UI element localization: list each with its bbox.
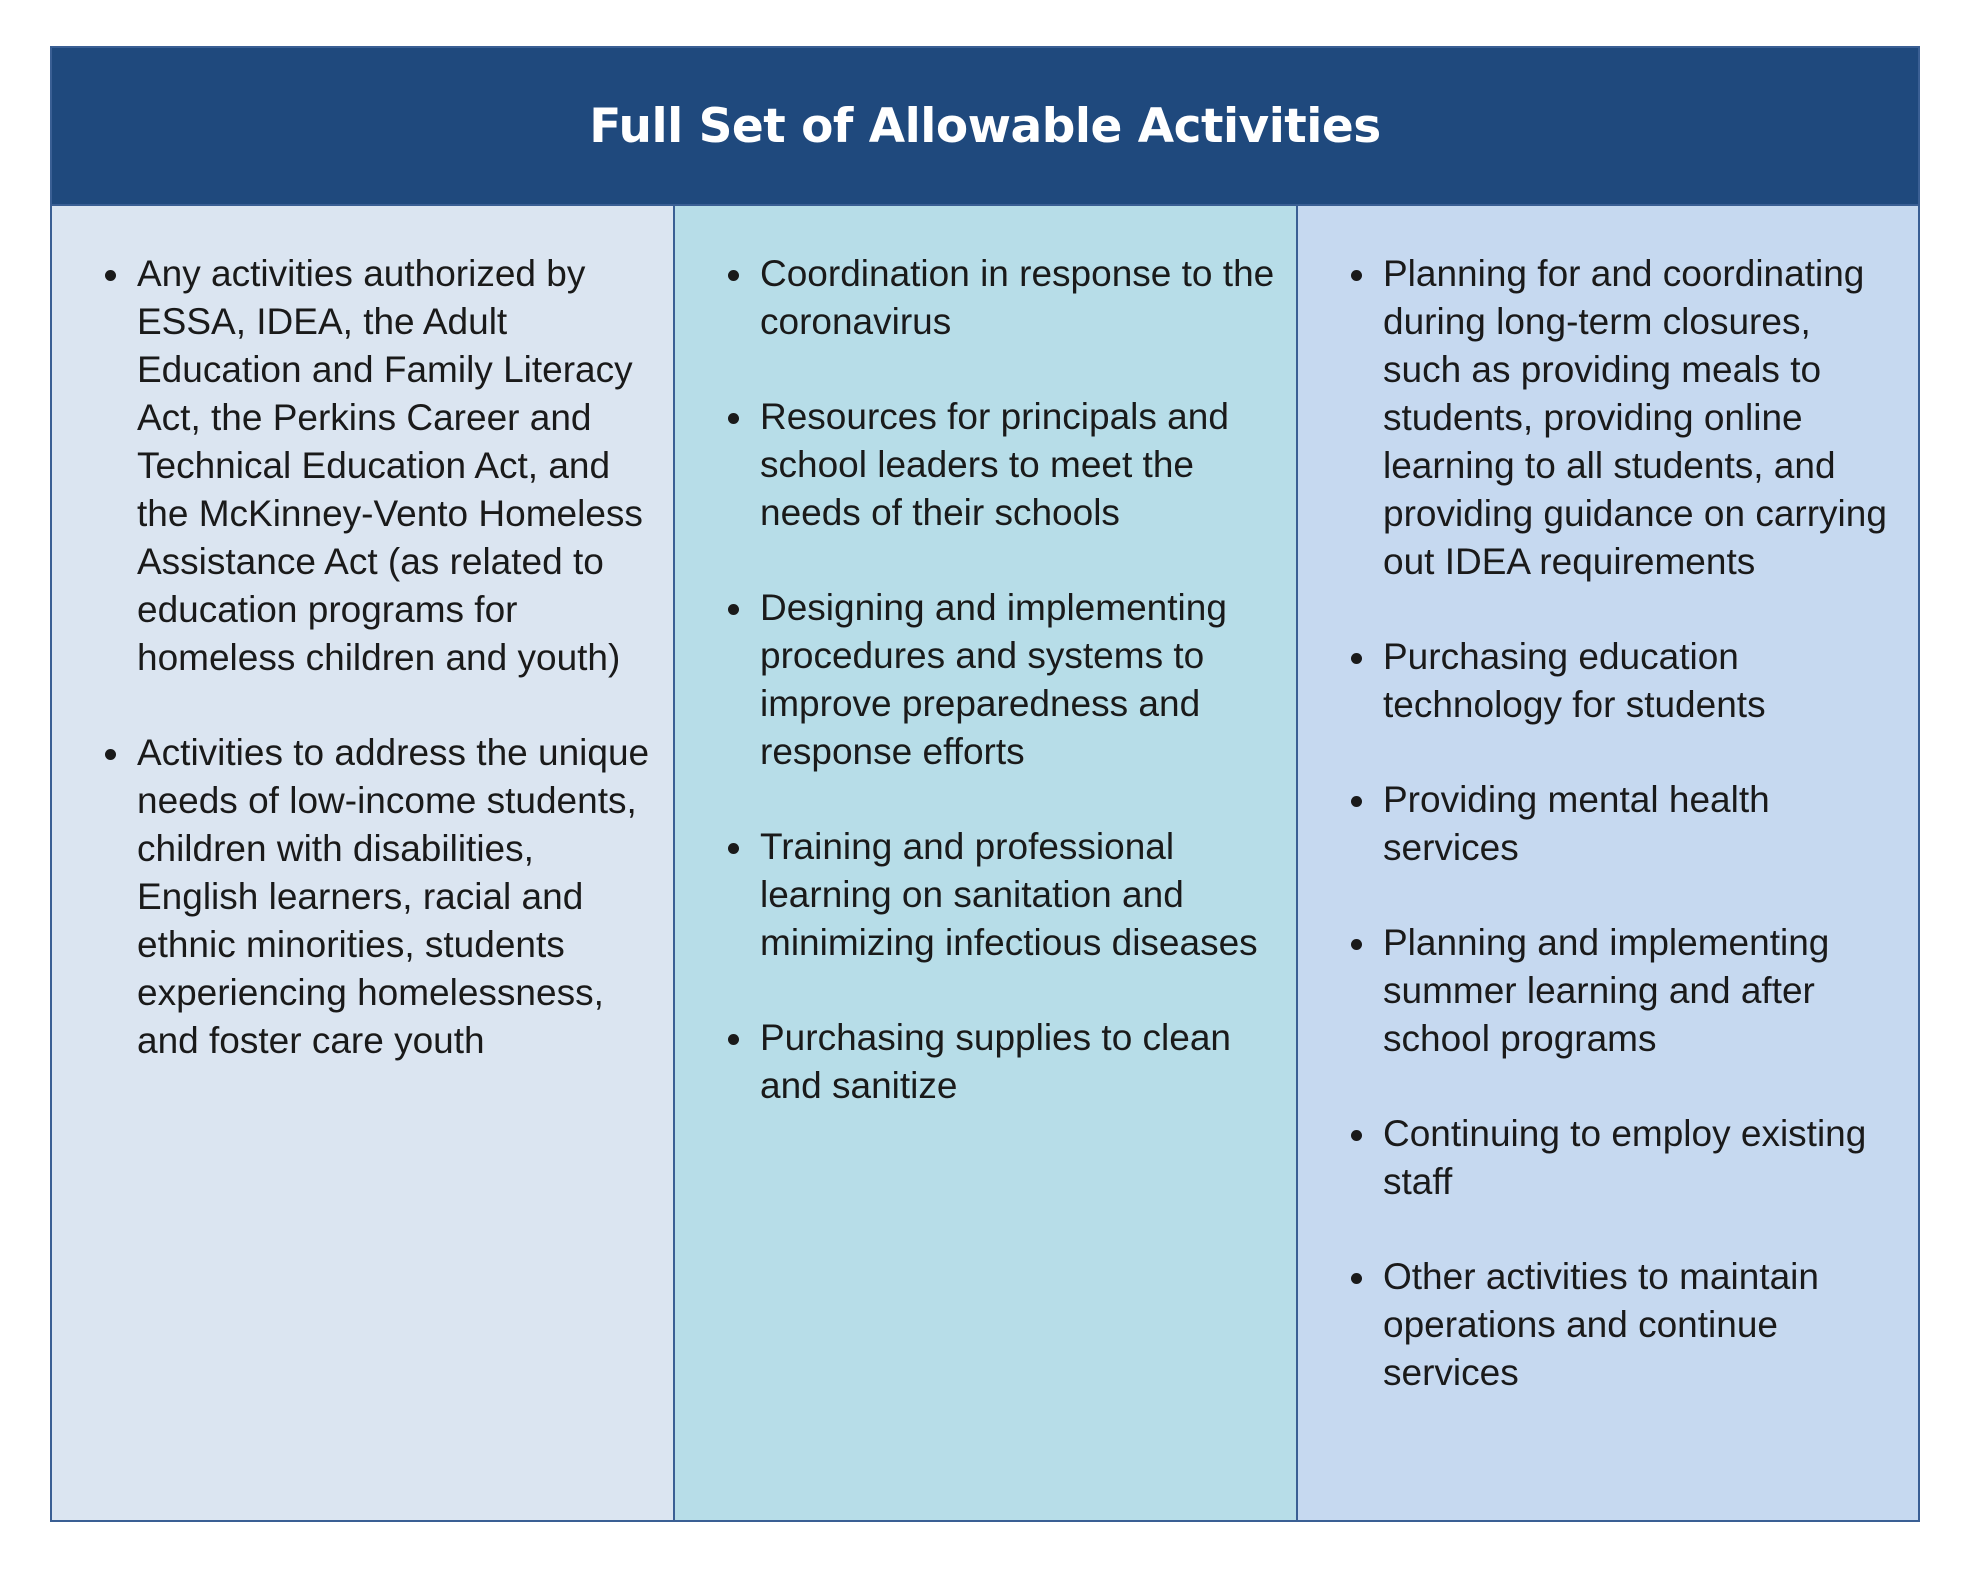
column-1-list — [52, 206, 673, 1065]
column-2-list — [675, 206, 1296, 1110]
activities-table — [50, 46, 1920, 1522]
list-item: Designing and implementing procedures and systems to improve preparedness and response efforts — [675, 584, 1276, 776]
list-item: Activities to address the unique needs of low-income students, children with disabilities, English learners, racial and ethnic minorities, students experiencing homelessness, and foster care youth — [52, 729, 653, 1065]
list-item: Coordination in response to the coronavirus — [675, 250, 1276, 346]
list-item: Continuing to employ existing staff — [1298, 1110, 1898, 1206]
list-item: Any activities authorized by ESSA, IDEA, the Adult Education and Family Literacy Act, the Perkins Career and Technical Education Act, and the McKinney-Vento Homeless Assistance Act (as related to education programs for homeless children and youth) — [52, 250, 653, 682]
list-item: Providing mental health services — [1298, 776, 1898, 872]
list-item: Training and professional learning on sanitation and minimizing infectious diseases — [675, 823, 1276, 967]
list-item: Planning and implementing summer learning and after school programs — [1298, 919, 1898, 1063]
column-1 — [52, 206, 675, 1520]
table-title: Full Set of Allowable Activities — [589, 98, 1381, 154]
list-item: Purchasing education technology for students — [1298, 633, 1898, 729]
list-item: Other activities to maintain operations and continue services — [1298, 1253, 1898, 1397]
column-3-list — [1298, 206, 1918, 1397]
column-3 — [1298, 206, 1918, 1520]
list-item: Planning for and coordinating during long-term closures, such as providing meals to students, providing online learning to all students, and providing guidance on carrying out IDEA requirements — [1298, 250, 1898, 586]
list-item: Purchasing supplies to clean and sanitize — [675, 1014, 1276, 1110]
list-item: Resources for principals and school leaders to meet the needs of their schools — [675, 393, 1276, 537]
table-header — [52, 48, 1918, 206]
column-2 — [675, 206, 1298, 1520]
